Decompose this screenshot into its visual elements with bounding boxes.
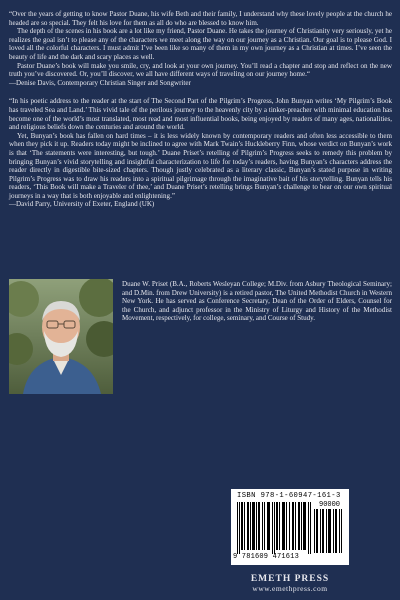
endorsement-attribution: —Denise Davis, Contemporary Christian Singer and Songwriter [9,78,191,87]
endorsement-paragraph: Yet, Bunyan’s book has fallen on hard times – it is less widely known by contemporary readers and often less accessible to them when they pick it up. Readers today might be inclined to agree with Mark Twain’s Huckleberry Finn, whose verdict on Bunyan’s work is that ‘The statements were interesting, but tough.’ Duane Priset’s retelling of Pilgrim’s Progress seeks to remedy this problem by bringing Bunyan’s vivid storytelling and insightful characterization to life for today’s readers, having Bunyan’s characters address the reader directly in digestible bite-sized chapters. Though justly celebrated as a literary classic, Bunyan’s stated purpose in writing Pilgrim’s Progress was to draw his readers into a spiritual pilgrimage through the imaginative bait of his storytelling. Bunyan tells his readers, ‘This Book will make a Traveler of thee,’ and Duane Priset’s retelling brings Bunyan’s challenge to bear on our own spiritual journeys in a way that is both enjoyable and enlightening.” [9,131,392,200]
isbn-number: ISBN 978-1-60947-161-3 [237,492,341,500]
publisher-block [225,574,355,593]
endorsement-attribution: —David Parry, University of Exeter, England (UK) [9,200,155,209]
addon-barcode-bars [314,509,342,553]
endorsements [9,10,392,209]
endorsement-paragraph: The depth of the scenes in his book are a lot like my friend, Pastor Duane. He takes the journey of Christianity very seriously, yet he realizes the goal isn’t to please any of the characters we meet along the way on our journey as a Christian. Our goal is to please God. I loved all the colorful characters. I must admit I’ve been like so many of them in my own journey as a Christian at times. I’ve seen the beauty of life and the dark and scary places as well. [9,27,392,61]
endorsement-denise-davis [9,10,392,87]
barcode-digits: 9 781609 471613 [233,553,300,561]
endorsement-david-parry [9,97,392,209]
publisher-url: www.emethpress.com [252,584,328,593]
endorsement-paragraph: Pastor Duane’s book will make you smile, cry, and look at your own journey. You’ll read a chapter and stop and reflect on the new truth you’ve discovered. Or, you’ll discover, we all have different ways of traveling on our journey home.“ [9,61,392,79]
barcode-bars [237,502,311,554]
price-code: 90000 [319,501,341,509]
author-photo [9,279,113,394]
publisher-name: EMETH PRESS [250,574,330,584]
isbn-barcode [231,489,349,565]
author-bio-section [9,279,392,399]
endorsement-paragraph: “Over the years of getting to know Pastor Duane, his wife Beth and their family, I understand why these lovely people at the church he headed are so special. They felt his love for them as all do who are blessed to know him. [9,10,392,27]
author-bio: Duane W. Priset (B.A., Roberts Wesleyan College; M.Div. from Asbury Theological Seminary; and D.Min. from Drew University) is a retired pastor, The United Methodist Church in Western New York. He has served as Conference Secretary, Dean of the Order of Elders, Counsel for the Church, and adjunct professor in the Ministry of Liturgy and History of the Methodist Movement, respectively, for college, seminary, and Course of Study. [122,280,392,323]
endorsement-paragraph: “In his poetic address to the reader at the start of The Second Part of the Pilgrim’s Progress, John Bunyan writes ‘My Pilgrim’s Book has traveled Sea and Land.’ This vivid tale of the perilous journey to the heavenly city by a tinker-preacher with minimal education has become one of the world’s most translated, most read and most influential books, being enjoyed by readers of many ages, nationalities, and religious beliefs down the centuries and around the world. [9,97,392,132]
